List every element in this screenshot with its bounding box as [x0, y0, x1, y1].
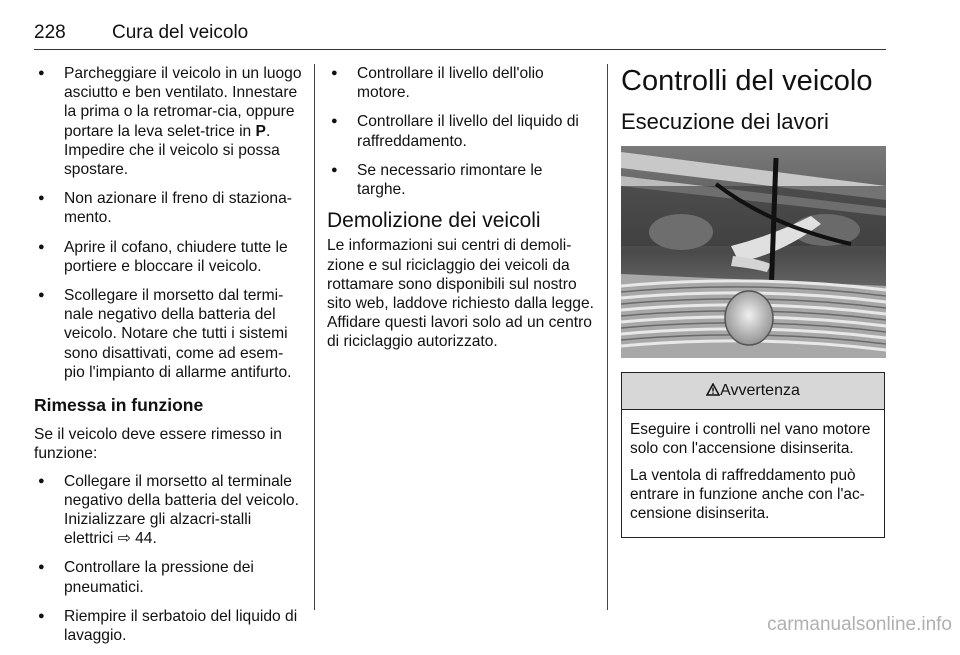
list-item — [34, 189, 302, 227]
list-item-text: Scollegare il morsetto dal termi-nale negativo della batteria del veicolo. Notare che tutti i sistemi sono disattivati, come ad esem-pio l'impianto di allarme antifurto. — [64, 287, 292, 381]
list-item — [327, 112, 595, 150]
list-item — [34, 286, 302, 382]
sub-bullet-list — [34, 472, 302, 646]
list-item-text: Se necessario rimontare le targhe. — [357, 161, 543, 199]
column-divider-2 — [607, 64, 608, 610]
list-item-text: Non azionare il freno di staziona-mento. — [64, 190, 292, 227]
warning-triangle-icon — [706, 383, 720, 396]
column-middle — [327, 64, 595, 360]
paragraph: Le informazioni sui centri di demoli-zione e sul riciclaggio dei veicoli da rottamare sono disponibili sul nostro sito web, laddove richiesto dalla legge. Affidare questi lavori solo ad un centro di riciclaggio autorizzato. — [327, 237, 594, 351]
list-item — [34, 607, 302, 645]
list-item-text: Collegare il morsetto al terminale negativo della batteria del veicolo. Inizializzare gli alzacri-stalli elettrici ⇨ 44. — [64, 472, 299, 548]
paragraph: Se il veicolo deve essere rimesso in funzione: — [34, 426, 282, 463]
chapter-title: Controlli del veicolo — [621, 65, 873, 97]
section-title: Cura del veicolo — [112, 22, 249, 43]
warning-header — [622, 373, 884, 410]
list-item — [34, 558, 302, 596]
list-item-text: Parcheggiare il veicolo in un luogo asciutto e ben ventilato. Innestare la prima o la retromar-cia, oppure portare la leva selet-trice in P. Impedire che il veicolo si possa spostare. — [64, 65, 302, 179]
list-item — [34, 238, 302, 276]
list-item — [34, 64, 302, 179]
engine-bay-photo — [621, 146, 886, 358]
column-left — [34, 64, 302, 655]
list-item — [327, 161, 595, 199]
list-item — [327, 64, 595, 102]
bullet-list — [327, 64, 595, 199]
warning-text: La ventola di raffreddamento può entrare in funzione anche con l'ac-censione disinserita. — [630, 467, 865, 522]
warning-body — [622, 410, 884, 537]
page-header — [34, 22, 248, 44]
bullet-list — [34, 64, 302, 382]
chapter-subtitle: Esecuzione dei lavori — [621, 109, 829, 134]
section-heading: Demolizione dei veicoli — [327, 209, 541, 233]
list-item-text: Controllare la pressione dei pneumatici. — [64, 559, 254, 596]
warning-label: Avvertenza — [720, 382, 800, 399]
list-item-text: Controllare il livello del liquido di raffreddamento. — [357, 113, 579, 150]
warning-text: Eseguire i controlli nel vano motore solo con l'accensione disinserita. — [630, 421, 871, 457]
column-divider-1 — [314, 64, 315, 610]
list-item-text: Controllare il livello dell'olio motore. — [357, 65, 544, 102]
page-number: 228 — [34, 22, 66, 43]
column-right — [621, 64, 886, 538]
watermark: carmanualsonline.info — [767, 614, 952, 635]
warning-box — [621, 372, 885, 538]
list-item-text: Riempire il serbatoio del liquido di lavaggio. — [64, 607, 298, 645]
section-heading: Rimessa in funzione — [34, 395, 204, 416]
list-item-text: Aprire il cofano, chiudere tutte le portiere e bloccare il veicolo. — [64, 238, 288, 275]
list-item — [34, 472, 302, 549]
header-divider — [34, 49, 886, 50]
